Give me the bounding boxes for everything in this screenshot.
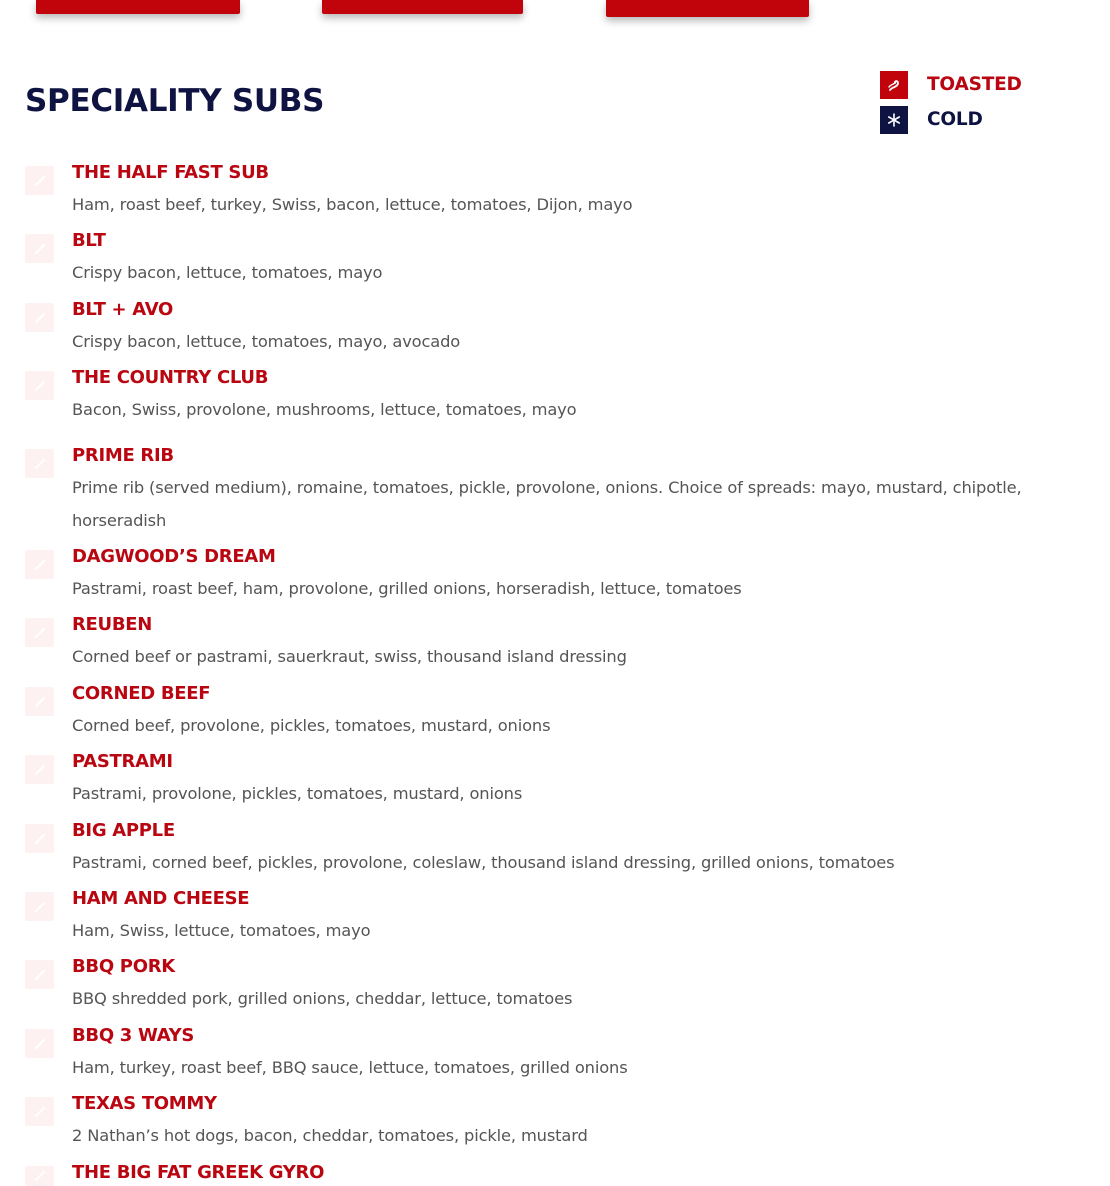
check-icon xyxy=(25,234,54,263)
check-icon xyxy=(25,892,54,921)
check-icon xyxy=(25,166,54,195)
menu-item-description: Ham, roast beef, turkey, Swiss, bacon, lettuce, tomatoes, Dijon, mayo xyxy=(72,195,633,214)
check-icon xyxy=(25,1166,54,1186)
menu-item-name: BBQ PORK xyxy=(72,956,175,977)
menu-item-description: Bacon, Swiss, provolone, mushrooms, lettuce, tomatoes, mayo xyxy=(72,400,577,419)
check-icon xyxy=(25,1029,54,1058)
check-icon xyxy=(25,687,54,716)
tab-button-2[interactable] xyxy=(322,0,523,14)
legend-label-cold: COLD xyxy=(927,109,983,130)
menu-item-name: THE BIG FAT GREEK GYRO xyxy=(72,1162,325,1183)
menu-item-name: BIG APPLE xyxy=(72,820,175,841)
menu-item-name: BLT + AVO xyxy=(72,299,174,320)
menu-item-description: Crispy bacon, lettuce, tomatoes, mayo xyxy=(72,263,383,282)
menu-item-name: TEXAS TOMMY xyxy=(72,1093,217,1114)
legend-item-cold xyxy=(880,106,1080,134)
menu-item-description: Corned beef or pastrami, sauerkraut, swiss, thousand island dressing xyxy=(72,647,627,666)
tab-button-1[interactable] xyxy=(36,0,240,14)
tab-button-3[interactable] xyxy=(606,0,809,17)
menu-item-description: Ham, Swiss, lettuce, tomatoes, mayo xyxy=(72,921,371,940)
menu-item-name: THE HALF FAST SUB xyxy=(72,162,269,183)
section-title: SPECIALITY SUBS xyxy=(25,83,325,119)
check-icon xyxy=(25,960,54,989)
menu-item-name: HAM AND CHEESE xyxy=(72,888,250,909)
menu-item-name: REUBEN xyxy=(72,614,153,635)
check-icon xyxy=(25,618,54,647)
menu-item-description: Pastrami, provolone, pickles, tomatoes, mustard, onions xyxy=(72,784,523,803)
check-icon xyxy=(25,449,54,478)
check-icon xyxy=(25,824,54,853)
check-icon xyxy=(25,550,54,579)
snowflake-icon xyxy=(880,106,908,134)
check-icon xyxy=(25,755,54,784)
menu-item-name: CORNED BEEF xyxy=(72,683,211,704)
menu-item-description: BBQ shredded pork, grilled onions, cheddar, lettuce, tomatoes xyxy=(72,989,573,1008)
menu-item-name: PRIME RIB xyxy=(72,445,174,466)
flame-icon xyxy=(880,71,908,99)
menu-item-description: Prime rib (served medium), romaine, tomatoes, pickle, provolone, onions. Choice of spreads: mayo, mustard, chipotle, horseradish xyxy=(72,478,1022,530)
menu-item-description: Corned beef, provolone, pickles, tomatoes, mustard, onions xyxy=(72,716,551,735)
menu-item-description: Ham, turkey, roast beef, BBQ sauce, lettuce, tomatoes, grilled onions xyxy=(72,1058,628,1077)
legend-label-toasted: TOASTED xyxy=(927,74,1022,95)
menu-item-description: Pastrami, roast beef, ham, provolone, grilled onions, horseradish, lettuce, tomatoes xyxy=(72,579,742,598)
check-icon xyxy=(25,303,54,332)
menu-item-description: Crispy bacon, lettuce, tomatoes, mayo, avocado xyxy=(72,332,461,351)
check-icon xyxy=(25,1097,54,1126)
menu-item-name: THE COUNTRY CLUB xyxy=(72,367,269,388)
menu-item-name: DAGWOOD’S DREAM xyxy=(72,546,276,567)
menu-item-name: BLT xyxy=(72,230,106,251)
check-icon xyxy=(25,371,54,400)
menu-item-description: Pastrami, corned beef, pickles, provolone, coleslaw, thousand island dressing, grilled onions, tomatoes xyxy=(72,853,895,872)
legend-item-toasted xyxy=(880,71,1080,99)
menu-item-name: PASTRAMI xyxy=(72,751,173,772)
menu-item-name: BBQ 3 WAYS xyxy=(72,1025,195,1046)
menu-item-description: 2 Nathan’s hot dogs, bacon, cheddar, tomatoes, pickle, mustard xyxy=(72,1126,588,1145)
